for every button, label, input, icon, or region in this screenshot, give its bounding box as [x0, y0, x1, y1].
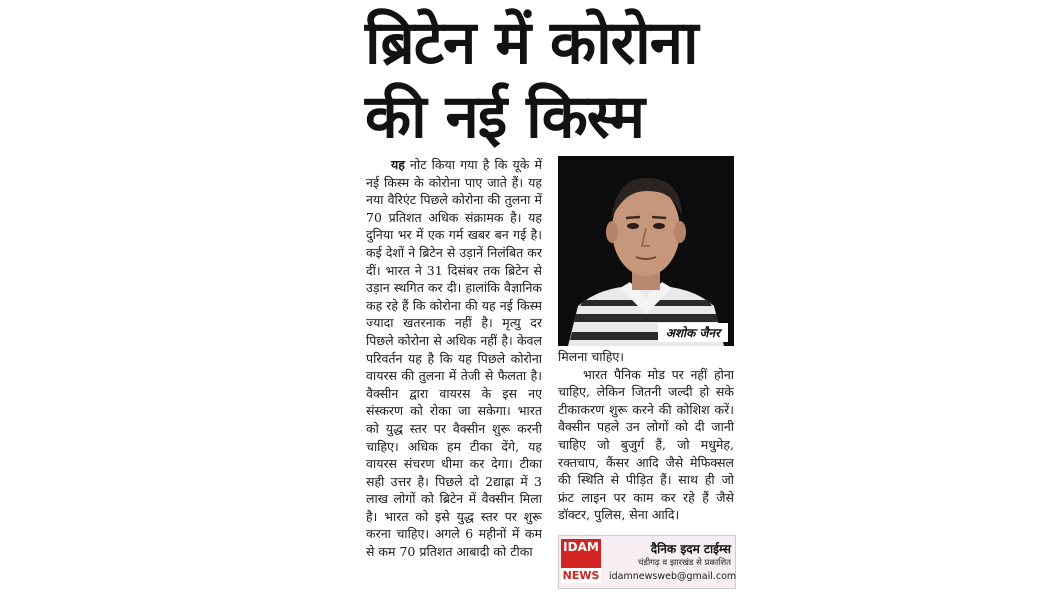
article-left-column — [366, 156, 542, 586]
article-body-right: भारत पैनिक मोड पर नहीं होना चाहिए, लेकिन जितनी जल्दी हो सके टीकाकरण शुरू करने की कोशिश करें। वैक्सीन पहले उन लोगों को दी जानी चाहिए जो बुजुर्ग हैं, जो मधुमेह, रक्तचाप, कैंसर आदि जैसे मेफिक्सल की स्थिति से पीड़ित हैं। साथ ही जो फ्रंट लाइन पर काम कर रहे हैं जैसे डॉक्टर, पुलिस, सेना आदि। — [558, 366, 734, 523]
newspaper-name: दैनिक इदम टाईम्स — [650, 542, 731, 556]
publication-footer — [558, 535, 736, 589]
photo-caption: अशोक जैनर — [658, 323, 728, 342]
article-paragraph: मिलना चाहिए। — [558, 349, 625, 364]
article-body-left: नोट किया गया है कि यूके में नई किस्म के कोरोना पाए जाते हैं। यह नया वैरिएंट पिछले कोरोना की तुलना में 70 प्रतिशत अधिक संक्रामक है। यह दुनिया भर में एक गर्म खबर बन गई है। कई देशों ने ब्रिटेन से उड़ानें निलंबित कर दीं। भारत ने 31 दिसंबर तक ब्रिटेन से उड़ान स्थगित कर दी। हालांकि वैज्ञानिक कह रहे हैं कि कोरोना की यह नई किस्म ज्यादा खतरनाक नहीं है। मृत्यु दर पिछले कोरोना से अधिक नहीं है। केवल परिवर्तन यह है कि यह पिछले कोरोना वायरस की तुलना में तेजी से फैलता है। वैक्सीन द्वारा वायरस के इस नए संस्करण को रोका जा सकेगा। भारत को युद्ध स्तर पर वैक्सीन शुरू करनी चाहिए। अधिक हम टीका देंगे, यह वायरस संचरण धीमा कर देगा। टीका सही उत्तर है। पिछले दो 2द्याह्रा में 3 लाख लोगों को ब्रिटेन में वैक्सीन मिला है। भारत को इसे युद्ध स्तर पर शुरू करना चाहिए। अगले 6 महीनों में कम से कम 70 प्रतिशत आबादी को टीका — [366, 157, 542, 560]
headline-line-1: ब्रिटेन में कोरोना — [365, 8, 698, 78]
newspaper-email: idamnewsweb@gmail.com — [609, 571, 737, 582]
article-paragraph — [558, 366, 734, 524]
newspaper-tagline: चंडीगढ़ व झारखंड से प्रकाशित — [638, 558, 731, 568]
article-paragraph — [366, 156, 542, 561]
headline — [365, 6, 698, 154]
newspaper-logo — [561, 539, 601, 583]
portrait-illustration — [558, 156, 734, 346]
article-lead-word: यह — [391, 157, 405, 172]
article-right-column — [558, 348, 734, 532]
author-photo — [558, 156, 734, 346]
headline-line-2: की नई किस्म — [365, 82, 644, 152]
logo-text-bottom: NEWS — [562, 569, 600, 582]
logo-text-top: IDAM — [563, 540, 599, 554]
